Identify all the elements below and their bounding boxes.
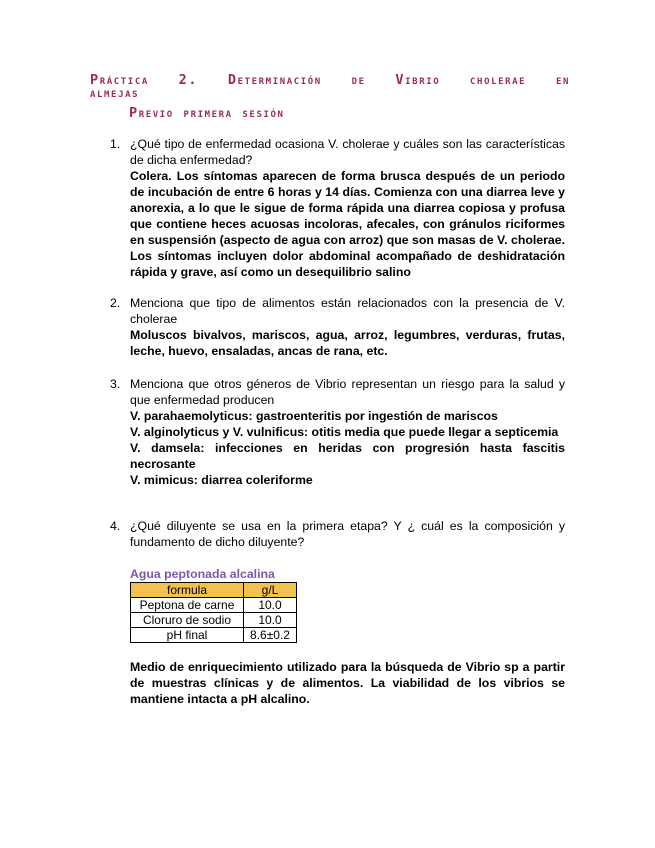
question-answer: Moluscos bivalvos, mariscos, agua, arroz, legumbres, verduras, frutas, leche, huevo, ensaladas, ancas de rana, etc.	[130, 328, 565, 358]
question-text: Menciona que otros géneros de Vibrio representan un riesgo para la salud y que enfermedad producen	[130, 377, 565, 407]
table-cell: 10.0	[244, 598, 297, 613]
question-text: ¿Qué diluyente se usa en la primera etapa? Y ¿ cuál es la composición y fundamento de dicho diluyente?	[130, 519, 565, 549]
question-number: 1.	[110, 137, 121, 151]
table-header-cell: g/L	[244, 583, 297, 598]
question-text: Menciona que tipo de alimentos están relacionados con la presencia de V. cholerae	[130, 296, 565, 326]
question-number: 2.	[110, 296, 121, 310]
table-row	[131, 598, 297, 613]
table-header-row	[131, 583, 297, 598]
table-cell: 10.0	[244, 613, 297, 628]
final-answer: Medio de enriquecimiento utilizado para la búsqueda de Vibrio sp a partir de muestras clínicas y de alimentos. La viabilidad de los vibrios se mantiene intacta a pH alcalino.	[130, 660, 565, 706]
table-cell: Cloruro de sodio	[131, 613, 244, 628]
answer-item: V. alginolyticus y V. vulnificus: otitis media que puede llegar a septicemia	[130, 425, 559, 439]
title-line-2: almejas	[90, 85, 140, 101]
question-number: 3.	[110, 377, 121, 391]
question-4	[110, 518, 565, 550]
answer-item: V. damsela: infecciones en heridas con progresión hasta fascitis necrosante	[130, 441, 565, 471]
title-line-1: Práctica 2. Determinación de Vibrio cholerae en	[90, 72, 570, 88]
page-subtitle: Previo primera sesión	[129, 105, 285, 121]
table-row	[131, 613, 297, 628]
table-title: Agua peptonada alcalina	[130, 567, 275, 581]
question-2	[110, 295, 565, 359]
answer-item: V. parahaemolyticus: gastroenteritis por ingestión de mariscos	[130, 409, 498, 423]
table-cell: Peptona de carne	[131, 598, 244, 613]
answer-item: V. mimicus: diarrea coleriforme	[130, 473, 313, 487]
question-number: 4.	[110, 519, 121, 533]
table-row	[131, 628, 297, 643]
table-cell: pH final	[131, 628, 244, 643]
composition-table	[130, 582, 297, 643]
table-header-cell: formula	[131, 583, 244, 598]
page-title	[90, 74, 570, 100]
question-text: ¿Qué tipo de enfermedad ocasiona V. cholerae y cuáles son las características de dicha enfermedad?	[130, 137, 565, 167]
question-1	[110, 136, 565, 280]
question-answer-list	[130, 408, 565, 488]
table-cell: 8.6±0.2	[244, 628, 297, 643]
question-3	[110, 376, 565, 488]
question-answer: Colera. Los síntomas aparecen de forma brusca después de un periodo de incubación de entre 6 horas y 14 días. Comienza con una diarrea leve y anorexia, a lo que le sigue de forma rápida una diarrea copiosa y profusa que contiene heces acuosas incoloras, afecales, con gránulos riciformes en suspensión (aspecto de agua con arroz) que son masas de V. cholerae. Los síntomas incluyen dolor abdominal acompañado de deshidratación rápida y grave, así como un desequilibrio salino	[130, 169, 565, 279]
